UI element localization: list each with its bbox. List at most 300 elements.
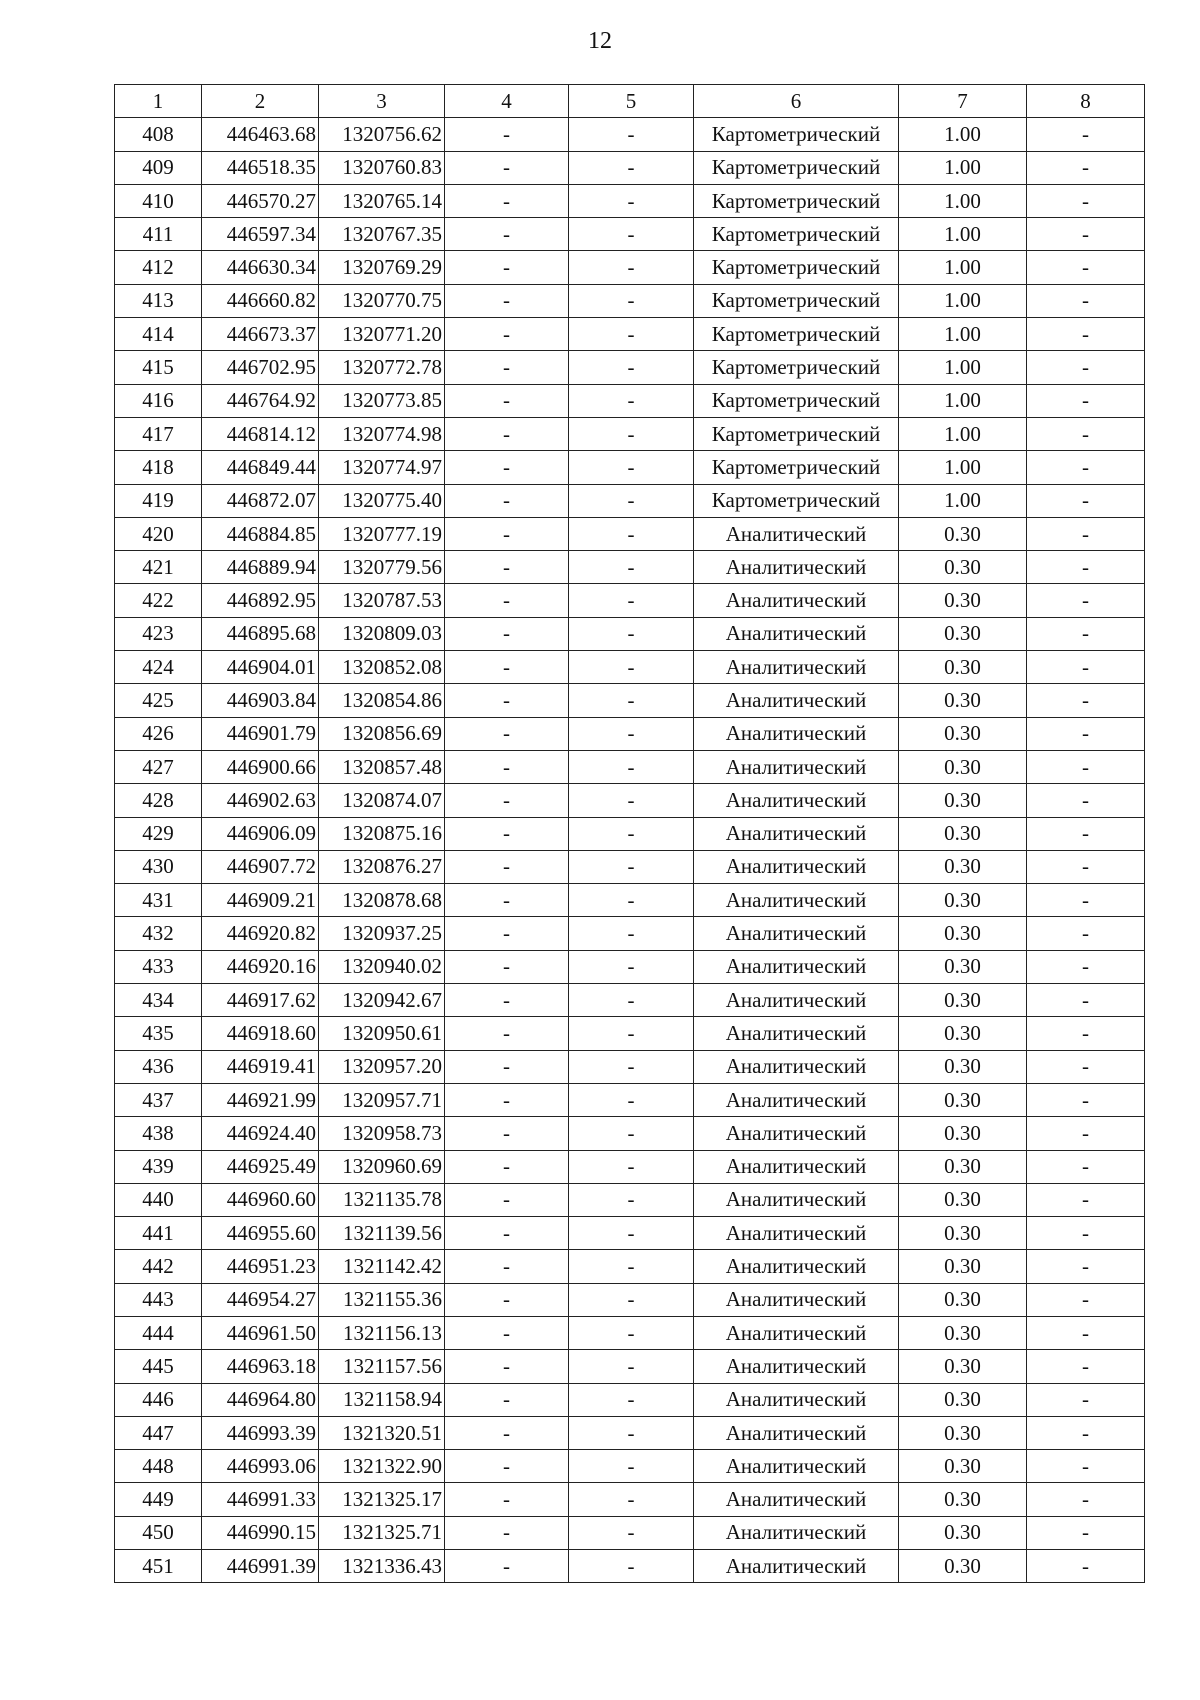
cell-method: Картометрический bbox=[694, 251, 899, 284]
cell-coord-y: 1320857.48 bbox=[319, 750, 445, 783]
cell-col-4: - bbox=[445, 750, 569, 783]
cell-col-5: - bbox=[569, 151, 694, 184]
cell-col-4: - bbox=[445, 218, 569, 251]
cell-accuracy: 0.30 bbox=[899, 584, 1027, 617]
cell-method: Аналитический bbox=[694, 551, 899, 584]
cell-accuracy: 0.30 bbox=[899, 1516, 1027, 1549]
cell-accuracy: 0.30 bbox=[899, 1550, 1027, 1583]
cell-coord-x: 446920.82 bbox=[202, 917, 319, 950]
cell-col-8: - bbox=[1027, 251, 1145, 284]
cell-coord-x: 446764.92 bbox=[202, 384, 319, 417]
table-row bbox=[115, 351, 1145, 384]
table-row bbox=[115, 1083, 1145, 1116]
cell-point-number: 434 bbox=[115, 984, 202, 1017]
cell-coord-x: 446660.82 bbox=[202, 284, 319, 317]
cell-accuracy: 1.00 bbox=[899, 484, 1027, 517]
cell-method: Аналитический bbox=[694, 950, 899, 983]
table-row bbox=[115, 1017, 1145, 1050]
column-header-3: 3 bbox=[319, 85, 445, 118]
cell-coord-x: 446889.94 bbox=[202, 551, 319, 584]
cell-method: Аналитический bbox=[694, 651, 899, 684]
cell-col-5: - bbox=[569, 1283, 694, 1316]
cell-point-number: 451 bbox=[115, 1550, 202, 1583]
cell-col-4: - bbox=[445, 1083, 569, 1116]
cell-accuracy: 1.00 bbox=[899, 318, 1027, 351]
cell-col-4: - bbox=[445, 118, 569, 151]
cell-point-number: 428 bbox=[115, 784, 202, 817]
cell-col-8: - bbox=[1027, 817, 1145, 850]
cell-method: Картометрический bbox=[694, 184, 899, 217]
cell-col-5: - bbox=[569, 950, 694, 983]
cell-coord-x: 446954.27 bbox=[202, 1283, 319, 1316]
cell-col-4: - bbox=[445, 1316, 569, 1349]
column-header-1: 1 bbox=[115, 85, 202, 118]
cell-coord-y: 1321156.13 bbox=[319, 1316, 445, 1349]
cell-col-8: - bbox=[1027, 517, 1145, 550]
table-row bbox=[115, 917, 1145, 950]
cell-method: Картометрический bbox=[694, 451, 899, 484]
cell-col-5: - bbox=[569, 917, 694, 950]
cell-coord-y: 1321336.43 bbox=[319, 1550, 445, 1583]
cell-col-8: - bbox=[1027, 1117, 1145, 1150]
cell-col-8: - bbox=[1027, 1450, 1145, 1483]
cell-point-number: 414 bbox=[115, 318, 202, 351]
cell-point-number: 417 bbox=[115, 417, 202, 450]
cell-coord-y: 1321322.90 bbox=[319, 1450, 445, 1483]
cell-accuracy: 1.00 bbox=[899, 151, 1027, 184]
cell-point-number: 430 bbox=[115, 850, 202, 883]
cell-col-8: - bbox=[1027, 884, 1145, 917]
table-row bbox=[115, 1350, 1145, 1383]
cell-coord-y: 1320772.78 bbox=[319, 351, 445, 384]
cell-col-8: - bbox=[1027, 1250, 1145, 1283]
cell-method: Аналитический bbox=[694, 684, 899, 717]
cell-coord-x: 446901.79 bbox=[202, 717, 319, 750]
cell-point-number: 411 bbox=[115, 218, 202, 251]
cell-col-5: - bbox=[569, 1383, 694, 1416]
cell-coord-y: 1320767.35 bbox=[319, 218, 445, 251]
cell-coord-y: 1321139.56 bbox=[319, 1217, 445, 1250]
cell-method: Аналитический bbox=[694, 1150, 899, 1183]
cell-coord-y: 1320874.07 bbox=[319, 784, 445, 817]
cell-accuracy: 0.30 bbox=[899, 984, 1027, 1017]
cell-point-number: 427 bbox=[115, 750, 202, 783]
table-row bbox=[115, 1450, 1145, 1483]
cell-col-4: - bbox=[445, 1383, 569, 1416]
cell-col-8: - bbox=[1027, 318, 1145, 351]
cell-point-number: 416 bbox=[115, 384, 202, 417]
cell-col-5: - bbox=[569, 517, 694, 550]
cell-coord-x: 446990.15 bbox=[202, 1516, 319, 1549]
cell-method: Аналитический bbox=[694, 817, 899, 850]
cell-accuracy: 0.30 bbox=[899, 884, 1027, 917]
cell-coord-y: 1320876.27 bbox=[319, 850, 445, 883]
cell-coord-y: 1320957.20 bbox=[319, 1050, 445, 1083]
cell-method: Картометрический bbox=[694, 384, 899, 417]
table-row bbox=[115, 251, 1145, 284]
cell-col-5: - bbox=[569, 1516, 694, 1549]
cell-coord-x: 446991.39 bbox=[202, 1550, 319, 1583]
cell-accuracy: 0.30 bbox=[899, 1150, 1027, 1183]
cell-coord-y: 1321135.78 bbox=[319, 1183, 445, 1216]
cell-col-8: - bbox=[1027, 451, 1145, 484]
cell-col-4: - bbox=[445, 1050, 569, 1083]
cell-coord-x: 446951.23 bbox=[202, 1250, 319, 1283]
cell-col-5: - bbox=[569, 184, 694, 217]
cell-method: Картометрический bbox=[694, 318, 899, 351]
cell-col-8: - bbox=[1027, 1083, 1145, 1116]
cell-col-8: - bbox=[1027, 1050, 1145, 1083]
cell-method: Аналитический bbox=[694, 1183, 899, 1216]
table-row bbox=[115, 984, 1145, 1017]
cell-accuracy: 0.30 bbox=[899, 517, 1027, 550]
column-header-2: 2 bbox=[202, 85, 319, 118]
cell-col-5: - bbox=[569, 218, 694, 251]
cell-coord-y: 1320775.40 bbox=[319, 484, 445, 517]
cell-point-number: 438 bbox=[115, 1117, 202, 1150]
cell-point-number: 426 bbox=[115, 717, 202, 750]
cell-accuracy: 0.30 bbox=[899, 551, 1027, 584]
cell-col-5: - bbox=[569, 651, 694, 684]
table-row bbox=[115, 617, 1145, 650]
cell-col-8: - bbox=[1027, 1483, 1145, 1516]
cell-col-5: - bbox=[569, 784, 694, 817]
cell-col-5: - bbox=[569, 284, 694, 317]
cell-method: Аналитический bbox=[694, 750, 899, 783]
cell-coord-y: 1320787.53 bbox=[319, 584, 445, 617]
cell-col-8: - bbox=[1027, 850, 1145, 883]
cell-accuracy: 0.30 bbox=[899, 817, 1027, 850]
cell-method: Аналитический bbox=[694, 1516, 899, 1549]
cell-col-8: - bbox=[1027, 584, 1145, 617]
cell-accuracy: 0.30 bbox=[899, 1017, 1027, 1050]
cell-col-8: - bbox=[1027, 1017, 1145, 1050]
cell-col-5: - bbox=[569, 551, 694, 584]
cell-coord-y: 1320769.29 bbox=[319, 251, 445, 284]
table-row bbox=[115, 784, 1145, 817]
table-row bbox=[115, 684, 1145, 717]
cell-accuracy: 1.00 bbox=[899, 351, 1027, 384]
table-row bbox=[115, 1183, 1145, 1216]
cell-col-8: - bbox=[1027, 1283, 1145, 1316]
cell-method: Аналитический bbox=[694, 1250, 899, 1283]
cell-col-5: - bbox=[569, 1416, 694, 1449]
cell-accuracy: 0.30 bbox=[899, 717, 1027, 750]
cell-col-4: - bbox=[445, 984, 569, 1017]
column-header-8: 8 bbox=[1027, 85, 1145, 118]
table-row bbox=[115, 1217, 1145, 1250]
cell-point-number: 439 bbox=[115, 1150, 202, 1183]
cell-col-4: - bbox=[445, 1117, 569, 1150]
cell-col-5: - bbox=[569, 1550, 694, 1583]
cell-coord-y: 1320773.85 bbox=[319, 384, 445, 417]
cell-col-5: - bbox=[569, 1050, 694, 1083]
cell-method: Аналитический bbox=[694, 1217, 899, 1250]
cell-method: Аналитический bbox=[694, 1416, 899, 1449]
table-body bbox=[115, 118, 1145, 1583]
cell-coord-x: 446872.07 bbox=[202, 484, 319, 517]
cell-point-number: 441 bbox=[115, 1217, 202, 1250]
cell-col-4: - bbox=[445, 251, 569, 284]
cell-col-5: - bbox=[569, 1183, 694, 1216]
table-row bbox=[115, 1117, 1145, 1150]
cell-col-5: - bbox=[569, 1483, 694, 1516]
cell-col-4: - bbox=[445, 1283, 569, 1316]
cell-accuracy: 0.30 bbox=[899, 784, 1027, 817]
coordinates-table bbox=[114, 84, 1145, 1583]
page-number: 12 bbox=[588, 28, 612, 54]
cell-coord-x: 446917.62 bbox=[202, 984, 319, 1017]
cell-col-8: - bbox=[1027, 684, 1145, 717]
cell-col-8: - bbox=[1027, 1416, 1145, 1449]
cell-point-number: 445 bbox=[115, 1350, 202, 1383]
cell-coord-y: 1320760.83 bbox=[319, 151, 445, 184]
table-row bbox=[115, 884, 1145, 917]
cell-method: Картометрический bbox=[694, 218, 899, 251]
cell-col-4: - bbox=[445, 1550, 569, 1583]
cell-coord-x: 446919.41 bbox=[202, 1050, 319, 1083]
cell-method: Картометрический bbox=[694, 118, 899, 151]
cell-col-8: - bbox=[1027, 484, 1145, 517]
cell-col-5: - bbox=[569, 1083, 694, 1116]
cell-method: Картометрический bbox=[694, 417, 899, 450]
cell-coord-y: 1321320.51 bbox=[319, 1416, 445, 1449]
cell-coord-y: 1320940.02 bbox=[319, 950, 445, 983]
cell-col-4: - bbox=[445, 1516, 569, 1549]
cell-col-8: - bbox=[1027, 1516, 1145, 1549]
cell-coord-x: 446814.12 bbox=[202, 417, 319, 450]
cell-coord-x: 446991.33 bbox=[202, 1483, 319, 1516]
cell-col-5: - bbox=[569, 384, 694, 417]
cell-col-4: - bbox=[445, 617, 569, 650]
cell-point-number: 450 bbox=[115, 1516, 202, 1549]
cell-method: Аналитический bbox=[694, 884, 899, 917]
cell-col-4: - bbox=[445, 917, 569, 950]
cell-method: Аналитический bbox=[694, 1383, 899, 1416]
cell-coord-y: 1320809.03 bbox=[319, 617, 445, 650]
cell-col-5: - bbox=[569, 1017, 694, 1050]
cell-accuracy: 0.30 bbox=[899, 1217, 1027, 1250]
cell-accuracy: 0.30 bbox=[899, 917, 1027, 950]
cell-col-5: - bbox=[569, 750, 694, 783]
cell-point-number: 422 bbox=[115, 584, 202, 617]
cell-coord-x: 446925.49 bbox=[202, 1150, 319, 1183]
cell-col-8: - bbox=[1027, 1550, 1145, 1583]
cell-method: Аналитический bbox=[694, 584, 899, 617]
cell-accuracy: 0.30 bbox=[899, 1050, 1027, 1083]
cell-coord-x: 446673.37 bbox=[202, 318, 319, 351]
table-row bbox=[115, 417, 1145, 450]
cell-coord-x: 446895.68 bbox=[202, 617, 319, 650]
cell-coord-y: 1320854.86 bbox=[319, 684, 445, 717]
cell-coord-y: 1321325.71 bbox=[319, 1516, 445, 1549]
cell-point-number: 435 bbox=[115, 1017, 202, 1050]
cell-coord-y: 1320777.19 bbox=[319, 517, 445, 550]
cell-point-number: 418 bbox=[115, 451, 202, 484]
cell-coord-y: 1320774.97 bbox=[319, 451, 445, 484]
table-row bbox=[115, 318, 1145, 351]
cell-point-number: 432 bbox=[115, 917, 202, 950]
cell-point-number: 447 bbox=[115, 1416, 202, 1449]
cell-point-number: 408 bbox=[115, 118, 202, 151]
cell-col-8: - bbox=[1027, 950, 1145, 983]
cell-accuracy: 0.30 bbox=[899, 1383, 1027, 1416]
cell-col-4: - bbox=[445, 417, 569, 450]
cell-coord-x: 446597.34 bbox=[202, 218, 319, 251]
cell-coord-x: 446918.60 bbox=[202, 1017, 319, 1050]
cell-coord-y: 1321158.94 bbox=[319, 1383, 445, 1416]
table-row bbox=[115, 218, 1145, 251]
table-row bbox=[115, 118, 1145, 151]
column-header-7: 7 bbox=[899, 85, 1027, 118]
cell-coord-y: 1320875.16 bbox=[319, 817, 445, 850]
cell-coord-x: 446993.06 bbox=[202, 1450, 319, 1483]
cell-coord-x: 446955.60 bbox=[202, 1217, 319, 1250]
cell-col-5: - bbox=[569, 351, 694, 384]
cell-point-number: 412 bbox=[115, 251, 202, 284]
cell-col-4: - bbox=[445, 517, 569, 550]
cell-col-5: - bbox=[569, 318, 694, 351]
cell-col-4: - bbox=[445, 1150, 569, 1183]
cell-accuracy: 0.30 bbox=[899, 950, 1027, 983]
cell-col-5: - bbox=[569, 1316, 694, 1349]
column-header-6: 6 bbox=[694, 85, 899, 118]
cell-coord-y: 1321155.36 bbox=[319, 1283, 445, 1316]
cell-col-4: - bbox=[445, 950, 569, 983]
cell-accuracy: 0.30 bbox=[899, 651, 1027, 684]
cell-coord-x: 446903.84 bbox=[202, 684, 319, 717]
cell-col-4: - bbox=[445, 651, 569, 684]
cell-col-4: - bbox=[445, 817, 569, 850]
cell-coord-y: 1320960.69 bbox=[319, 1150, 445, 1183]
cell-method: Аналитический bbox=[694, 1350, 899, 1383]
cell-col-4: - bbox=[445, 1183, 569, 1216]
table-row bbox=[115, 651, 1145, 684]
cell-coord-x: 446906.09 bbox=[202, 817, 319, 850]
cell-point-number: 449 bbox=[115, 1483, 202, 1516]
cell-col-5: - bbox=[569, 1450, 694, 1483]
cell-coord-y: 1320856.69 bbox=[319, 717, 445, 750]
cell-coord-x: 446963.18 bbox=[202, 1350, 319, 1383]
cell-method: Аналитический bbox=[694, 1083, 899, 1116]
table-row bbox=[115, 584, 1145, 617]
table-row bbox=[115, 817, 1145, 850]
cell-col-4: - bbox=[445, 284, 569, 317]
cell-method: Аналитический bbox=[694, 1550, 899, 1583]
cell-col-8: - bbox=[1027, 551, 1145, 584]
cell-col-5: - bbox=[569, 251, 694, 284]
cell-col-4: - bbox=[445, 484, 569, 517]
cell-col-8: - bbox=[1027, 184, 1145, 217]
cell-col-4: - bbox=[445, 1350, 569, 1383]
cell-point-number: 443 bbox=[115, 1283, 202, 1316]
table-row bbox=[115, 284, 1145, 317]
cell-coord-y: 1320765.14 bbox=[319, 184, 445, 217]
cell-method: Картометрический bbox=[694, 151, 899, 184]
cell-coord-y: 1321325.17 bbox=[319, 1483, 445, 1516]
cell-col-8: - bbox=[1027, 784, 1145, 817]
cell-method: Аналитический bbox=[694, 1017, 899, 1050]
cell-coord-x: 446921.99 bbox=[202, 1083, 319, 1116]
cell-method: Аналитический bbox=[694, 1283, 899, 1316]
cell-col-5: - bbox=[569, 850, 694, 883]
cell-method: Аналитический bbox=[694, 917, 899, 950]
cell-col-5: - bbox=[569, 451, 694, 484]
header-row bbox=[115, 85, 1145, 118]
cell-col-8: - bbox=[1027, 917, 1145, 950]
table-row bbox=[115, 717, 1145, 750]
cell-accuracy: 0.30 bbox=[899, 1250, 1027, 1283]
cell-accuracy: 1.00 bbox=[899, 251, 1027, 284]
cell-coord-y: 1321157.56 bbox=[319, 1350, 445, 1383]
cell-col-4: - bbox=[445, 717, 569, 750]
cell-method: Аналитический bbox=[694, 517, 899, 550]
cell-method: Картометрический bbox=[694, 351, 899, 384]
table-row bbox=[115, 1283, 1145, 1316]
cell-coord-x: 446884.85 bbox=[202, 517, 319, 550]
cell-method: Аналитический bbox=[694, 784, 899, 817]
cell-point-number: 413 bbox=[115, 284, 202, 317]
cell-point-number: 410 bbox=[115, 184, 202, 217]
cell-point-number: 419 bbox=[115, 484, 202, 517]
cell-col-5: - bbox=[569, 1250, 694, 1283]
cell-col-8: - bbox=[1027, 717, 1145, 750]
cell-col-4: - bbox=[445, 1483, 569, 1516]
table-row bbox=[115, 151, 1145, 184]
cell-method: Аналитический bbox=[694, 717, 899, 750]
cell-point-number: 442 bbox=[115, 1250, 202, 1283]
cell-col-8: - bbox=[1027, 651, 1145, 684]
table-row bbox=[115, 384, 1145, 417]
cell-col-5: - bbox=[569, 1150, 694, 1183]
cell-coord-y: 1320950.61 bbox=[319, 1017, 445, 1050]
cell-col-5: - bbox=[569, 417, 694, 450]
cell-col-5: - bbox=[569, 617, 694, 650]
cell-col-4: - bbox=[445, 184, 569, 217]
cell-coord-x: 446961.50 bbox=[202, 1316, 319, 1349]
cell-col-4: - bbox=[445, 584, 569, 617]
table-row bbox=[115, 950, 1145, 983]
cell-point-number: 446 bbox=[115, 1383, 202, 1416]
cell-accuracy: 0.30 bbox=[899, 750, 1027, 783]
cell-method: Аналитический bbox=[694, 1316, 899, 1349]
cell-accuracy: 0.30 bbox=[899, 1083, 1027, 1116]
cell-point-number: 409 bbox=[115, 151, 202, 184]
cell-method: Аналитический bbox=[694, 1117, 899, 1150]
cell-coord-x: 446702.95 bbox=[202, 351, 319, 384]
cell-col-5: - bbox=[569, 884, 694, 917]
cell-point-number: 420 bbox=[115, 517, 202, 550]
cell-coord-x: 446463.68 bbox=[202, 118, 319, 151]
cell-col-5: - bbox=[569, 1117, 694, 1150]
cell-method: Аналитический bbox=[694, 1483, 899, 1516]
cell-point-number: 448 bbox=[115, 1450, 202, 1483]
cell-col-8: - bbox=[1027, 750, 1145, 783]
cell-coord-y: 1320957.71 bbox=[319, 1083, 445, 1116]
table-row bbox=[115, 1383, 1145, 1416]
cell-accuracy: 0.30 bbox=[899, 684, 1027, 717]
cell-coord-y: 1320779.56 bbox=[319, 551, 445, 584]
table-row bbox=[115, 1316, 1145, 1349]
cell-coord-x: 446964.80 bbox=[202, 1383, 319, 1416]
table-row bbox=[115, 1516, 1145, 1549]
table-row bbox=[115, 1416, 1145, 1449]
table-row bbox=[115, 484, 1145, 517]
cell-coord-y: 1320942.67 bbox=[319, 984, 445, 1017]
cell-coord-y: 1320878.68 bbox=[319, 884, 445, 917]
cell-coord-x: 446907.72 bbox=[202, 850, 319, 883]
cell-col-4: - bbox=[445, 1250, 569, 1283]
